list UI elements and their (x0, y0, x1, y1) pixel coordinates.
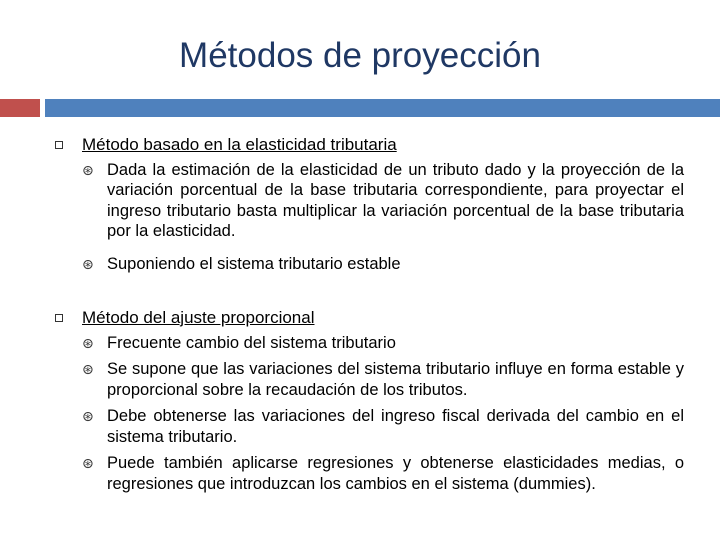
list-item (82, 359, 684, 400)
slide-title: Métodos de proyección (179, 36, 541, 75)
compass-bullet-icon: ⊛ (82, 362, 94, 378)
section-elasticity-method (54, 135, 684, 274)
compass-bullet-icon: ⊛ (82, 456, 94, 472)
list-item-text: Puede también aplicarse regresiones y obtenerse elasticidades medias, o regresiones que introduzcan los cambios en el sistema (dummies). (107, 454, 684, 493)
list-item-text: Frecuente cambio del sistema tributario (107, 333, 396, 352)
compass-bullet-icon: ⊛ (82, 335, 94, 352)
bullet-list (82, 333, 684, 495)
section-title: Método del ajuste proporcional (82, 308, 315, 327)
list-item (82, 254, 684, 275)
section-title: Método basado en la elasticidad tributaria (82, 135, 397, 154)
list-item (82, 160, 684, 242)
list-item (82, 406, 684, 447)
compass-bullet-icon: ⊛ (82, 256, 94, 273)
compass-bullet-icon: ⊛ (82, 409, 94, 425)
compass-bullet-icon: ⊛ (82, 162, 94, 179)
accent-bar-red (0, 99, 40, 117)
bullet-list (82, 160, 684, 275)
list-item (82, 333, 684, 354)
accent-bar-blue (45, 99, 720, 117)
section-proportional-method (54, 308, 684, 494)
square-bullet-icon (55, 314, 63, 322)
list-item-text: Dada la estimación de la elasticidad de un tributo dado y la proyección de la variación porcentual de la base tributaria correspondiente, para proyectar el ingreso tributario basta multiplicar la variación porcentual de la base tributaria por la elasticidad. (107, 160, 684, 240)
square-bullet-icon (55, 141, 63, 149)
list-item (82, 453, 684, 494)
slide-content (54, 135, 684, 494)
list-item-text: Debe obtenerse las variaciones del ingreso fiscal derivada del cambio en el sistema tributario. (107, 407, 684, 446)
list-item-text: Se supone que las variaciones del sistema tributario influye en forma estable y proporcional sobre la recaudación de los tributos. (107, 360, 684, 399)
list-item-text: Suponiendo el sistema tributario estable (107, 254, 401, 273)
